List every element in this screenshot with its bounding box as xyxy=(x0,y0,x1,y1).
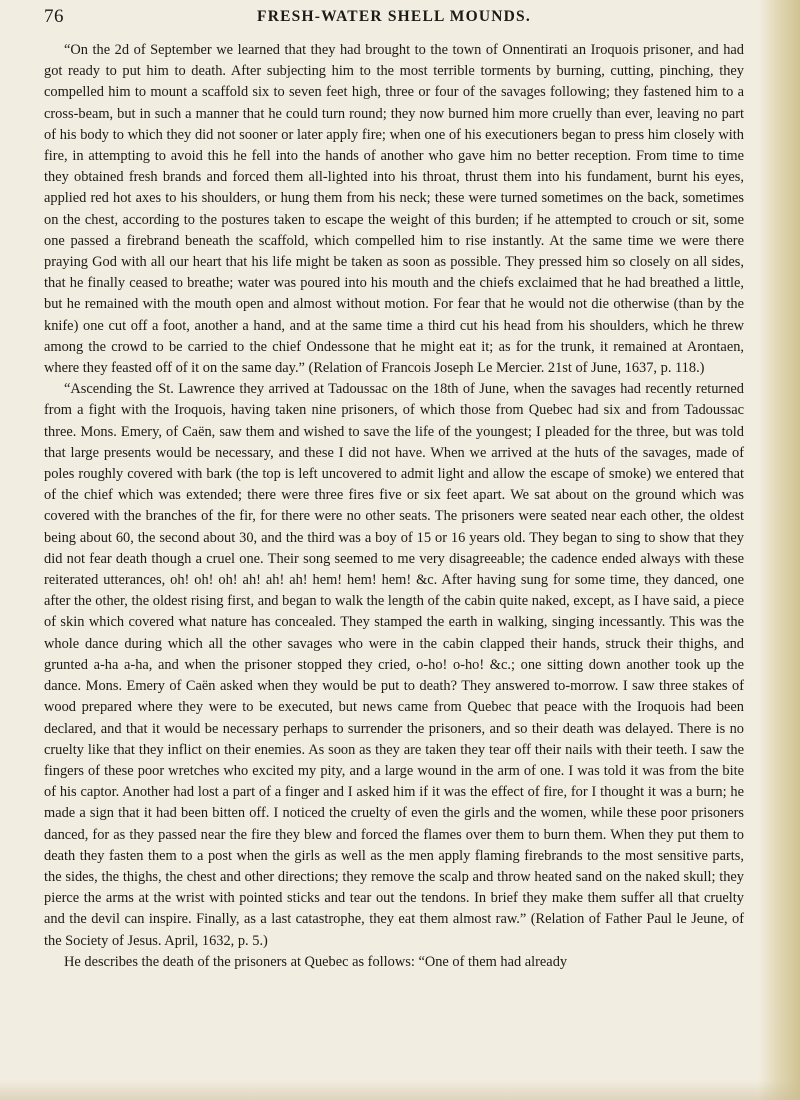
running-title: FRESH-WATER SHELL MOUNDS. xyxy=(257,8,531,25)
paragraph-le-mercier-quote: “On the 2d of September we learned that they had brought to the town of Onnentirati an Iroquois prisoner, and had got ready to put him to death. After subjecting him to the most terrible torments by burning, cutting, pinching, they compelled him to mount a scaffold six to seven feet high, three or four of the savages following; they fastened him to a cross-beam, but in such a manner that he could turn round; they now burned him more cruelly than ever, leaving no part of his body to which they did not sooner or later apply fire; when one of his executioners began to press him closely with fire, in attempting to avoid this he fell into the hands of another who gave him no better reception. From time to time they obtained fresh brands and forced them all-lighted into his throat, thrust them into his fundament, burnt his eyes, applied red hot axes to his shoulders, or hung them from his neck; these were turned sometimes on the back, sometimes on the chest, according to the postures taken to escape the weight of this burden; if he attempted to crouch or sit, some one passed a firebrand beneath the scaffold, which compelled him to rise instantly. At the same time we were there praying God with all our heart that his life might be taken as soon as possible. They pressed him so closely on all sides, that he finally ceased to breathe; water was poured into his mouth and the chiefs exclaimed that he had breathed a little, but he remained with the mouth open and almost without motion. For fear that he would not die otherwise (than by the knife) one cut off a foot, another a hand, and at the same time a third cut his head from his shoulders, which he threw among the crowd to be carried to the chief Ondessone that he might eat it; as for the trunk, it remained at Arontaen, where they feasted off of it on the same day.” (Relation of Francois Joseph Le Mercier. 21st of June, 1637, p. 118.) xyxy=(44,42,744,377)
page-bottom-shading xyxy=(0,1080,800,1100)
body-text xyxy=(44,40,744,973)
running-header xyxy=(44,6,744,26)
page-edge-shading xyxy=(758,0,800,1100)
page-number: 76 xyxy=(44,6,64,27)
paragraph-prisoners-quebec: He describes the death of the prisoners at Quebec as follows: “One of them had already xyxy=(64,953,568,970)
paragraph-le-jeune-quote: “Ascending the St. Lawrence they arrived at Tadoussac on the 18th of June, when the savages had recently returned from a fight with the Iroquois, having taken nine prisoners, of which those from Quebec had six and from Tadoussac three. Mons. Emery, of Caën, saw them and wished to save the life of the youngest; I pleaded for the three, but was told that large presents would be necessary, and these I did not have. When we arrived at the huts of the savages, made of poles roughly covered with bark (the top is left uncovered to admit light and allow the escape of smoke) we entered that of the chief which was extended; there were three fires five or six feet apart. We sat about on the ground which was covered with the branches of the fir, for there were no other seats. The prisoners were seated near each other, the oldest being about 60, the second about 30, and the third was a boy of 15 or 16 years old. They began to sing to show that they did not fear death though a cruel one. Their song seemed to me very disagreeable; the cadence ended always with these reiterated utterances, oh! oh! oh! ah! ah! ah! hem! hem! hem! &c. After having sung for some time, they danced, one after the other, the oldest rising first, and began to walk the length of the cabin quite naked, except, as I have said, a piece of skin which covered what nature has concealed. They stamped the earth in walking, singing incessantly. This was the whole dance during which all the other savages who were in the cabin clapped their hands, struck their thighs, and grunted a-ha a-ha, and when the prisoner stopped they cried, o-ho! o-ho! &c.; one sitting down another took up the dance. Mons. Emery of Caën asked when they would be put to death? They answered to-morrow. I saw three stakes of wood prepared where they were to be executed, but news came from Quebec that peace with the Iroquois had been declared, and that it would be necessary perhaps to surrender the prisoners, and so their death was delayed. There is no cruelty like that they inflict on their enemies. As soon as they are taken they tear off their nails with their teeth. I saw the fingers of these poor wretches who excited my pity, and a large wound in the arm of one. I was told it was from the bite of his captor. Another had lost a part of a finger and I asked him if it was the effect of fire, for I thought it was a burn; he made a sign that it had been bitten off. I noticed the cruelty of even the girls and the women, while these poor prisoners danced, for as they passed near the fire they blew and forced the flames over them to burn them. When they put them to death they fasten them to a post when the girls as well as the men apply flaming firebrands to the most sensitive parts, the sides, the thighs, the chest and other directions; they remove the scalp and throw heated sand on the naked skull; they pierce the arms at the wrist with pointed sticks and tear out the tendons. In brief they make them suffer all that cruelty and the devil can inspire. Finally, as a last catastrophe, they eat them almost raw.” (Relation of Father Paul le Jeune, of the Society of Jesus. April, 1632, p. 5.) xyxy=(44,381,744,949)
